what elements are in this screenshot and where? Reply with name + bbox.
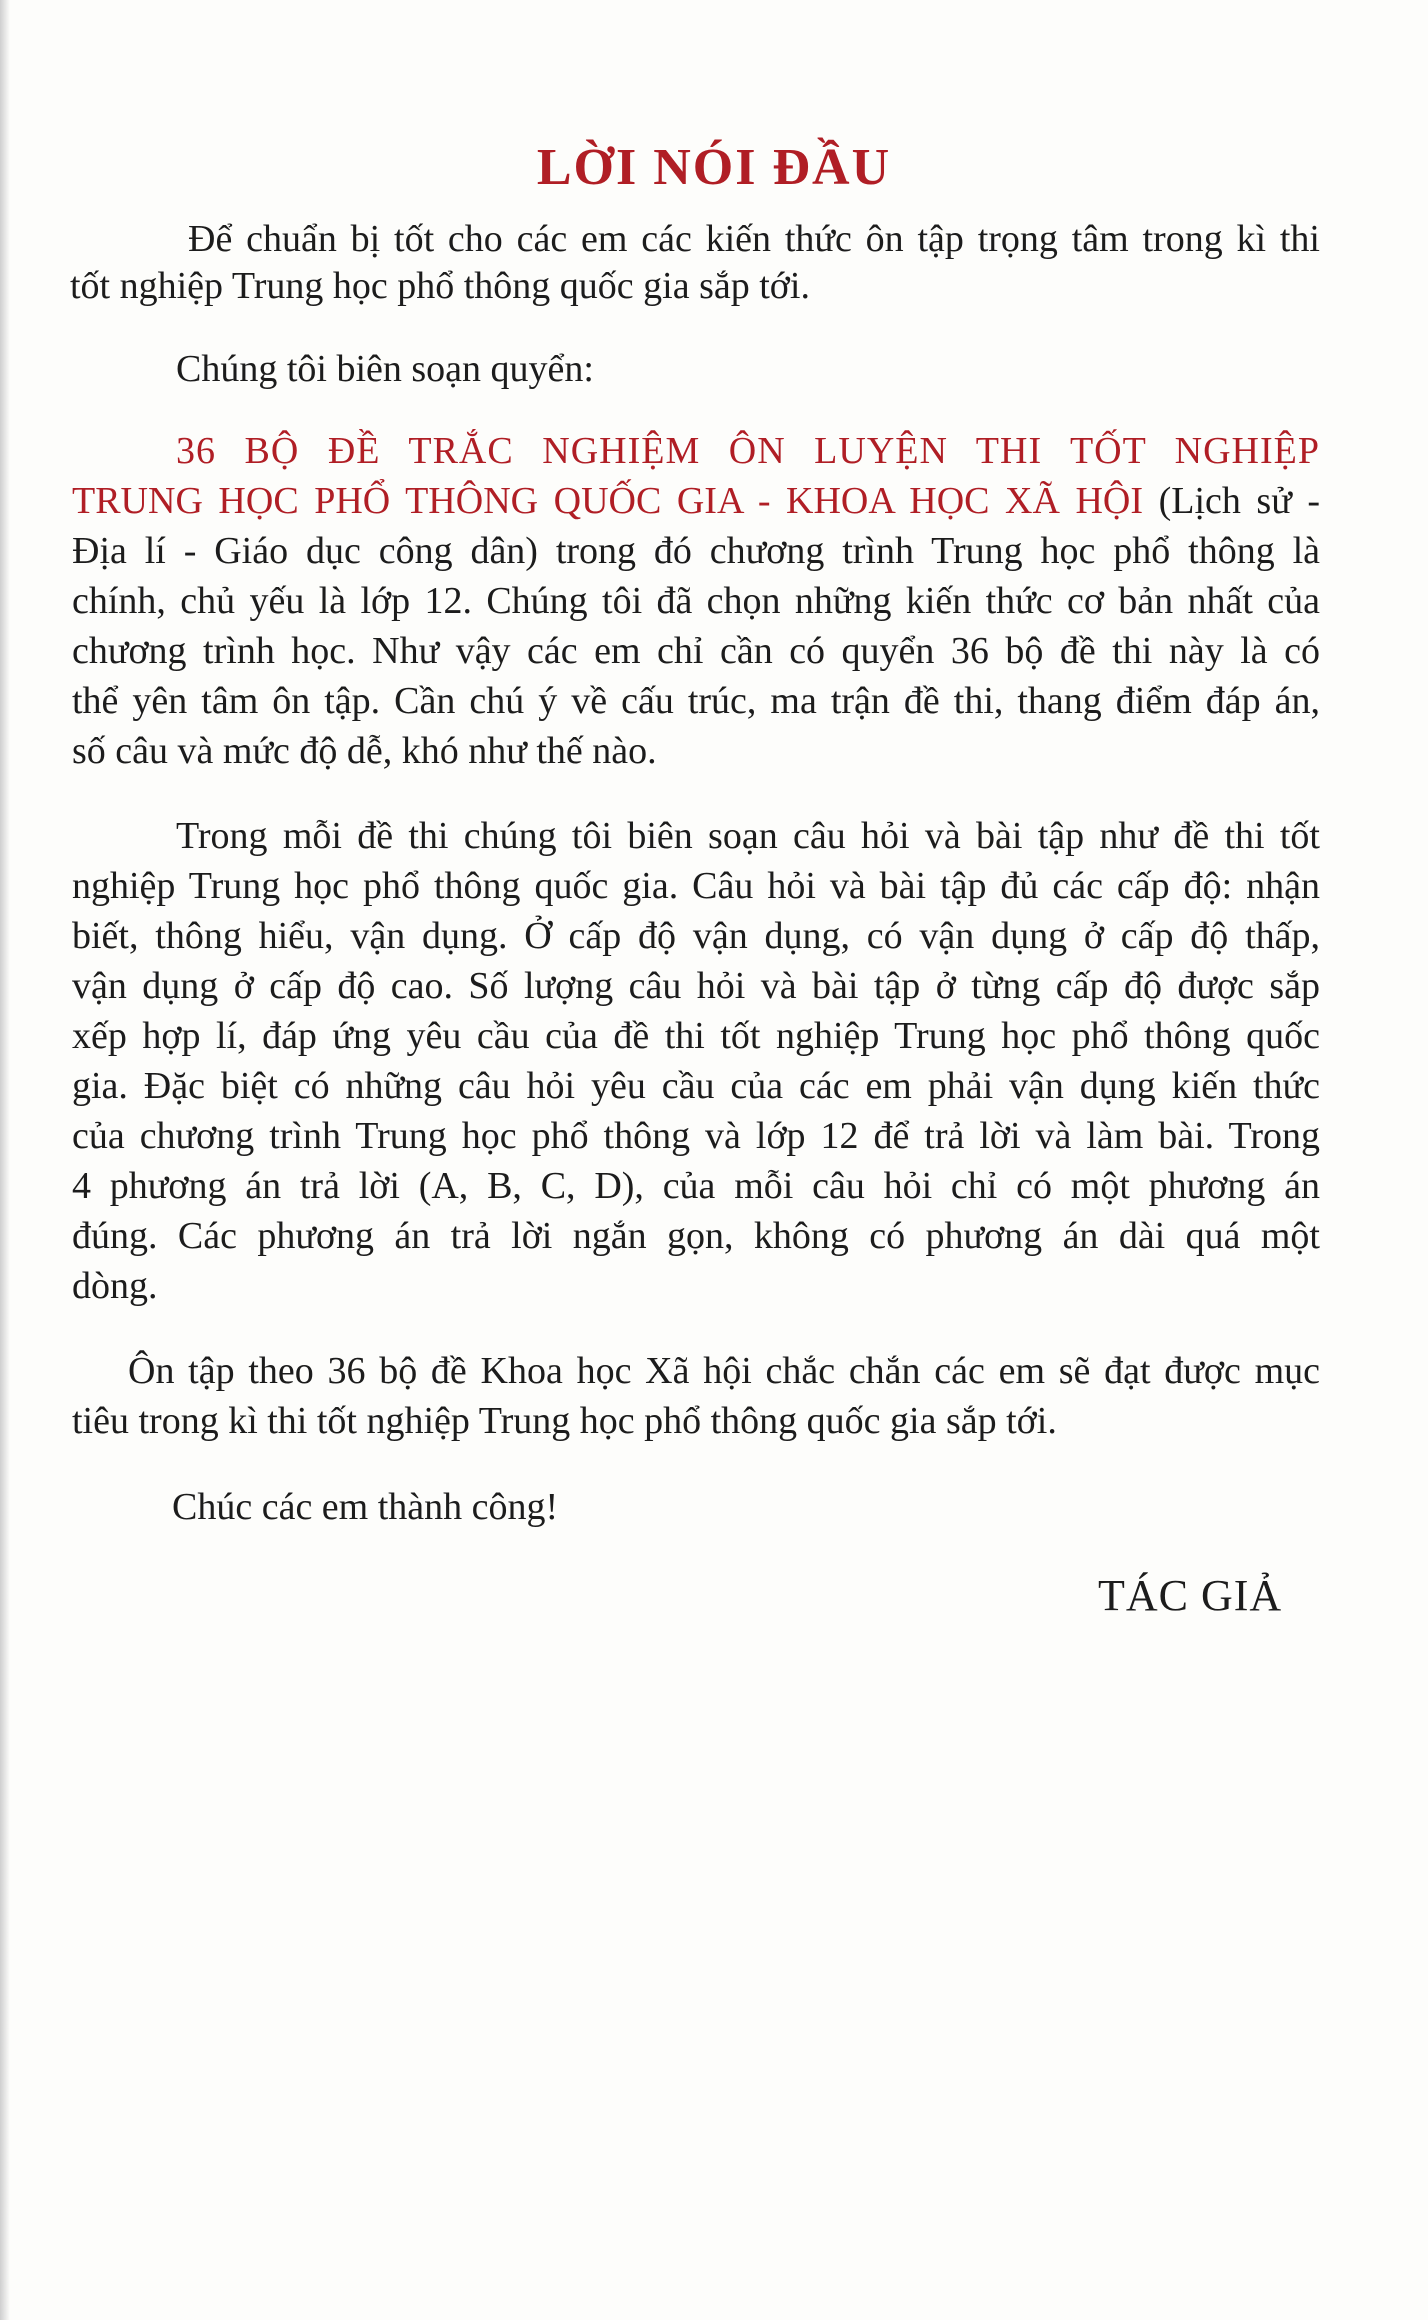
page-title: LỜI NÓI ĐẦU bbox=[536, 139, 892, 196]
text-line: gia. Đặc biệt có những câu hỏi yêu cầu của các em phải vận dụng kiến thức bbox=[72, 1065, 1320, 1107]
text-line: 4 phương án trả lời (A, B, C, D), của mỗi câu hỏi chỉ có một phương án bbox=[72, 1165, 1320, 1207]
page-edge-shadow bbox=[0, 0, 10, 2320]
text-line: Chúc các em thành công! bbox=[172, 1486, 559, 1528]
text-line: dòng. bbox=[72, 1265, 158, 1307]
text-line: Chúng tôi biên soạn quyển: bbox=[176, 348, 594, 390]
text-line: nghiệp Trung học phổ thông quốc gia. Câu hỏi và bài tập đủ các cấp độ: nhận bbox=[72, 865, 1320, 907]
text-line: biết, thông hiểu, vận dụng. Ở cấp độ vận dụng, có vận dụng ở cấp độ thấp, bbox=[72, 915, 1320, 957]
text-line: Địa lí - Giáo dục công dân) trong đó chương trình Trung học phổ thông là bbox=[72, 530, 1320, 572]
text-line: Trong mỗi đề thi chúng tôi biên soạn câu hỏi và bài tập như đề thi tốt bbox=[176, 815, 1320, 857]
text-line: tiêu trong kì thi tốt nghiệp Trung học phổ thông quốc gia sắp tới. bbox=[72, 1400, 1057, 1442]
text-line: vận dụng ở cấp độ cao. Số lượng câu hỏi và bài tập ở từng cấp độ được sắp bbox=[72, 965, 1320, 1007]
text-line bbox=[72, 478, 1320, 524]
text-line: Để chuẩn bị tốt cho các em các kiến thức ôn tập trọng tâm trong kì thi bbox=[188, 218, 1320, 260]
text-line: số câu và mức độ dễ, khó như thế nào. bbox=[72, 730, 657, 772]
text-line: thể yên tâm ôn tập. Cần chú ý về cấu trúc, ma trận đề thi, thang điểm đáp án, bbox=[72, 680, 1320, 722]
book-title-line-2: TRUNG HỌC PHỔ THÔNG QUỐC GIA - KHOA HỌC XÃ HỘI bbox=[72, 480, 1144, 522]
text-fragment: (Lịch sử - bbox=[1143, 480, 1321, 522]
author-signature: TÁC GIẢ bbox=[1098, 1571, 1283, 1620]
book-title-line-1: 36 BỘ ĐỀ TRẮC NGHIỆM ÔN LUYỆN THI TỐT NGHIỆP bbox=[176, 430, 1320, 472]
text-line: chính, chủ yếu là lớp 12. Chúng tôi đã chọn những kiến thức cơ bản nhất của bbox=[72, 580, 1320, 622]
text-line: chương trình học. Như vậy các em chỉ cần có quyển 36 bộ đề thi này là có bbox=[72, 630, 1320, 672]
text-line: Ôn tập theo 36 bộ đề Khoa học Xã hội chắc chắn các em sẽ đạt được mục bbox=[128, 1350, 1320, 1392]
text-line: đúng. Các phương án trả lời ngắn gọn, không có phương án dài quá một bbox=[72, 1215, 1320, 1257]
text-line: tốt nghiệp Trung học phổ thông quốc gia sắp tới. bbox=[70, 265, 810, 307]
text-line: xếp hợp lí, đáp ứng yêu cầu của đề thi tốt nghiệp Trung học phổ thông quốc bbox=[72, 1015, 1320, 1057]
text-line: của chương trình Trung học phổ thông và lớp 12 để trả lời và làm bài. Trong bbox=[72, 1115, 1320, 1157]
